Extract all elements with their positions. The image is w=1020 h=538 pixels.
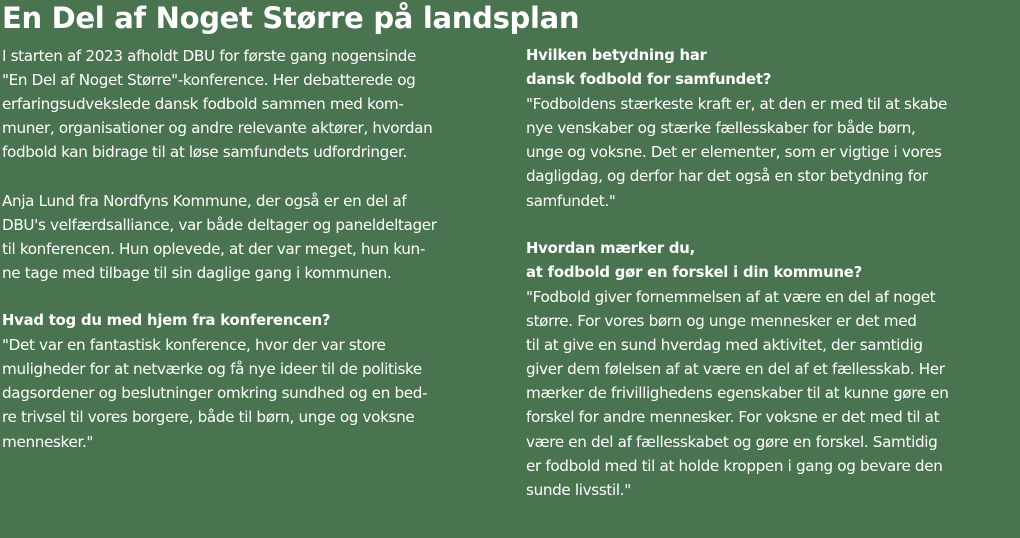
interview-question-2 — [526, 44, 1020, 92]
text-line: dagsordener og beslutninger omkring sundhed og en bed- — [2, 384, 428, 403]
text-line: I starten af 2023 afholdt DBU for første gang nogensinde — [2, 47, 417, 65]
text-line: forskel for andre mennesker. For voksne er det med til at — [526, 408, 940, 427]
text-line: giver dem følelsen af at være en del af et fællesskab. Her — [526, 360, 945, 379]
question-heading: dansk fodbold for samfundet? — [526, 71, 772, 89]
question-heading: at fodbold gør en forskel i din kommune? — [526, 263, 863, 281]
text-line: fodbold kan bidrage til at løse samfundets udfordringer. — [2, 143, 407, 162]
text-line: mennesker." — [2, 432, 94, 451]
interview-question-1 — [2, 309, 512, 333]
text-line: "Fodboldens stærkeste kraft er, at den er med til at skabe — [526, 95, 948, 114]
question-heading: Hvad tog du med hjem fra konferencen? — [2, 312, 331, 330]
interview-answer-3 — [526, 285, 1020, 502]
text-line: muligheder for at netværke og få nye ideer til de politiske — [2, 360, 422, 379]
intro-paragraph — [2, 44, 512, 164]
text-line: ne tage med tilbage til sin daglige gang i kommunen. — [2, 263, 392, 282]
left-column — [2, 44, 512, 454]
right-column — [526, 44, 1020, 502]
text-line: større. For vores børn og unge mennesker er det med — [526, 312, 917, 331]
text-line: DBU's velfærdsalliance, var både deltager og paneldeltager — [2, 215, 437, 234]
text-line: re trivsel til vores borgere, både til børn, unge og voksne — [2, 408, 415, 427]
interview-answer-2 — [526, 92, 1020, 212]
page-title: En Del af Noget Større på landsplan — [2, 1, 580, 35]
text-line: muner, organisationer og andre relevante aktører, hvordan — [2, 119, 433, 138]
text-line: til konferencen. Hun oplevede, at der var meget, hun kun- — [2, 239, 425, 258]
text-line: dagligdag, og derfor har det også en stor betydning for — [526, 167, 928, 186]
question-heading: Hvilken betydning har — [526, 47, 707, 64]
interview-answer-1 — [2, 333, 512, 453]
text-line: "Fodbold giver fornemmelsen af at være en del af noget — [526, 287, 936, 306]
text-line: nye venskaber og stærke fællesskaber for både børn, — [526, 119, 916, 138]
text-line: mærker de frivillighedens egenskaber til at kunne gøre en — [526, 384, 949, 403]
text-line: erfaringsudvekslede dansk fodbold sammen med kom- — [2, 95, 404, 114]
paragraph-spacer — [526, 213, 1020, 237]
paragraph-spacer — [2, 285, 512, 309]
text-line: Anja Lund fra Nordfyns Kommune, der også er en del af — [2, 191, 407, 210]
text-line: samfundet." — [526, 191, 616, 210]
text-line: er fodbold med til at holde kroppen i gang og bevare den — [526, 456, 943, 475]
text-line: "Det var en fantastisk konference, hvor der var store — [2, 336, 386, 355]
anja-lund-paragraph — [2, 189, 512, 285]
paragraph-spacer — [2, 164, 512, 188]
text-line: til at give en sund hverdag med aktivitet, der samtidig — [526, 336, 923, 355]
interview-question-3 — [526, 237, 1020, 285]
text-line: "En Del af Noget Større"-konference. Her debatterede og — [2, 71, 416, 90]
question-heading: Hvordan mærker du, — [526, 239, 696, 257]
text-line: sunde livsstil." — [526, 480, 631, 499]
text-line: være en del af fællesskabet og gøre en forskel. Samtidig — [526, 432, 938, 451]
text-line: unge og voksne. Det er elementer, som er vigtige i vores — [526, 143, 942, 162]
